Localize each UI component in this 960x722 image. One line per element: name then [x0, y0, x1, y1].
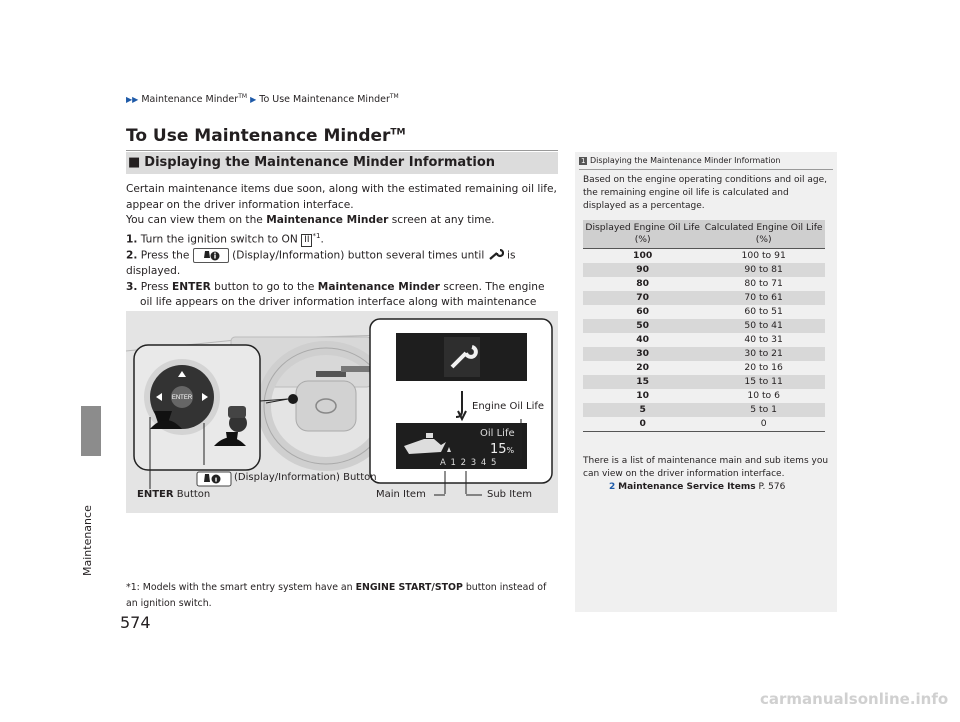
footnote-ref: *1 — [312, 231, 321, 240]
table-cell: 0 — [702, 417, 825, 432]
oil-life-table — [583, 220, 825, 432]
text: Press the — [140, 249, 193, 262]
wrench-icon — [488, 249, 504, 261]
enter-button-label — [137, 489, 210, 500]
link-text: Maintenance Service Items — [618, 482, 756, 492]
main-item-label: Main Item — [376, 489, 426, 500]
page-title — [126, 126, 406, 146]
watermark: carmanualsonline.info — [760, 690, 949, 708]
body-text — [126, 182, 558, 326]
table-cell: 30 to 21 — [702, 347, 825, 361]
section-marker-icon: ■ — [128, 155, 141, 170]
oil-life-screen-title: Oil Life — [480, 428, 515, 439]
table-cell: 0 — [583, 417, 702, 432]
sidebar-divider — [579, 169, 833, 170]
tm-mark: TM — [389, 93, 399, 100]
text: Turn the ignition switch to ON — [140, 233, 302, 246]
table-row — [583, 249, 825, 264]
enter-key-label: ENTER — [171, 395, 193, 401]
text-bold: ENTER — [137, 489, 174, 500]
table-cell: 40 to 31 — [744, 334, 783, 345]
dashboard-illustration — [126, 311, 558, 513]
body-para-1: Certain maintenance items due soon, along with the estimated remaining oil life, appear on the driver information interface. — [126, 183, 557, 211]
sidebar-heading-text: Displaying the Maintenance Minder Information — [590, 156, 781, 165]
step-number: 2. — [126, 249, 138, 262]
table-row — [583, 361, 825, 375]
tm-mark: TM — [390, 127, 406, 138]
step-number: 3. — [126, 280, 138, 293]
sub-item-label: Sub Item — [487, 489, 532, 500]
table-header: Displayed Engine Oil Life (%) — [583, 220, 702, 249]
text-bold: Maintenance Minder — [317, 280, 440, 293]
table-cell: 30 — [583, 347, 702, 361]
text-bold: ENGINE START/STOP — [355, 582, 463, 593]
table-row — [583, 417, 825, 432]
step-1 — [126, 229, 558, 248]
text: Models with the smart entry system have an — [139, 582, 356, 593]
breadcrumb-item-1[interactable]: Maintenance Minder — [141, 94, 239, 106]
section-heading-text: Displaying the Maintenance Minder Information — [144, 155, 495, 170]
table-cell: 20 — [636, 362, 650, 373]
breadcrumb-item-2[interactable]: To Use Maintenance Minder — [259, 94, 390, 106]
section-heading — [126, 152, 558, 174]
table-cell: 70 to 61 — [702, 291, 825, 305]
text: Press — [140, 280, 173, 293]
table-row — [583, 305, 825, 319]
display-info-button-label: (Display/Information) Button — [234, 472, 377, 483]
item-codes: A 1 2 3 4 5 — [440, 458, 498, 468]
note-marker-icon: 1 — [581, 157, 586, 165]
table-cell: 80 — [636, 278, 650, 289]
breadcrumb-arrow-icon: ▶▶ — [126, 95, 139, 105]
oil-life-screen-value — [490, 442, 514, 457]
table-cell: 50 to 41 — [702, 319, 825, 333]
breadcrumb-arrow-icon: ▶ — [250, 95, 257, 105]
footnote — [126, 580, 558, 612]
table-row — [583, 263, 825, 277]
footnote-marker: *1: — [126, 582, 140, 593]
table-cell: 40 — [636, 334, 650, 345]
text: is displayed. — [126, 249, 516, 277]
chapter-label-text: Maintenance — [81, 505, 94, 576]
engine-oil-life-label: Engine Oil Life — [472, 401, 545, 412]
text: You can view them on the — [126, 214, 267, 227]
button-hotspot — [288, 394, 298, 404]
table-cell: 5 to 1 — [702, 403, 825, 417]
chapter-label — [77, 458, 103, 578]
table-row — [583, 277, 825, 291]
breadcrumb — [126, 93, 399, 105]
link-page: P. 576 — [755, 482, 786, 492]
table-row — [583, 389, 825, 403]
sidebar-text-2: There is a list of maintenance main and sub items you can view on the driver information interface. — [583, 456, 829, 480]
table-cell: 10 to 6 — [747, 390, 780, 401]
oil-life-unit: % — [506, 446, 515, 455]
cross-reference-link[interactable] — [609, 482, 785, 492]
table-row — [583, 319, 825, 333]
sidebar-heading — [579, 156, 781, 165]
table-header-row — [583, 220, 825, 249]
text-bold: ENTER — [172, 280, 211, 293]
tm-mark: TM — [238, 93, 248, 100]
body-para-2 — [126, 213, 558, 229]
sidebar-note — [575, 152, 837, 612]
sidebar-text: Based on the engine operating conditions and oil age, the remaining engine oil life is calculated and displayed as a percentage. — [583, 175, 827, 212]
table-header: Calculated Engine Oil Life (%) — [702, 220, 825, 249]
step-2 — [126, 248, 558, 280]
table-row — [583, 403, 825, 417]
text: (Display/Information) button several times until — [228, 249, 488, 262]
table-cell: 50 — [583, 319, 702, 333]
reference-arrow-icon: 2 — [609, 482, 616, 492]
page-title-text: To Use Maintenance Minder — [126, 126, 391, 146]
table-cell: 15 — [583, 375, 702, 389]
table-cell: 80 to 71 — [744, 278, 783, 289]
table-cell: 70 — [583, 291, 702, 305]
table-cell: 60 — [636, 306, 650, 317]
text: screen. The engine oil life appears on the driver information interface along with maintenance — [140, 280, 545, 309]
table-cell: 20 to 16 — [744, 362, 783, 373]
table-row — [583, 291, 825, 305]
table-row — [583, 375, 825, 389]
table-cell: 90 to 81 — [702, 263, 825, 277]
table-row — [583, 333, 825, 347]
table-cell: 5 — [583, 403, 702, 417]
table-cell: 100 — [633, 250, 653, 261]
table-row — [583, 347, 825, 361]
title-divider — [126, 150, 558, 151]
text: Button — [173, 489, 211, 500]
table-cell: 90 — [583, 263, 702, 277]
ignition-key-symbol: II — [301, 234, 312, 247]
table-cell: 15 to 11 — [702, 375, 825, 389]
text-bold: Maintenance Minder — [266, 214, 389, 227]
display-info-button-icon — [193, 248, 229, 263]
chapter-tab — [81, 406, 101, 456]
table-cell: 60 to 51 — [744, 306, 783, 317]
text: screen at any time. — [388, 214, 495, 227]
text: . — [320, 233, 324, 246]
oil-life-value: 15 — [490, 442, 507, 457]
table-cell: 100 to 91 — [741, 250, 786, 261]
table-cell: 10 — [636, 390, 650, 401]
text: button to go to the — [210, 280, 318, 293]
page-number: 574 — [120, 613, 151, 632]
text: button instead of an ignition switch. — [126, 582, 547, 609]
step-number: 1. — [126, 233, 138, 246]
